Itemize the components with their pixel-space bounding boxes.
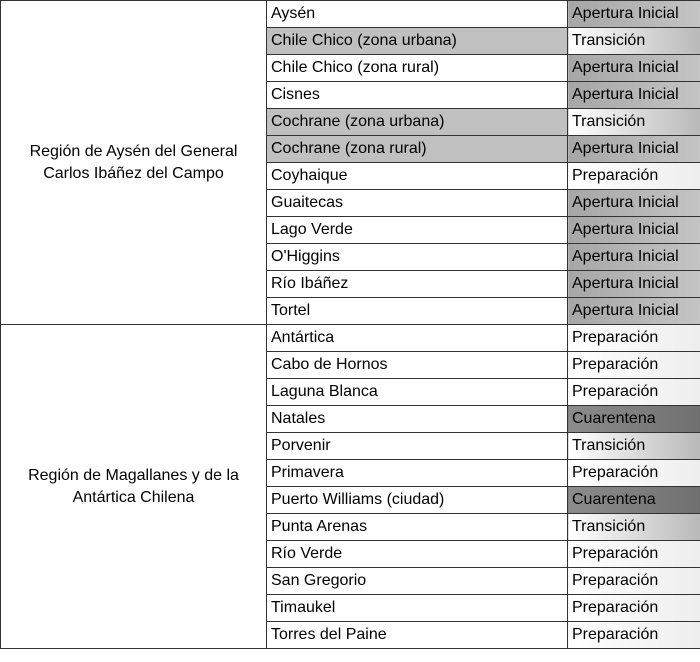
commune-cell: Punta Arenas [267,514,568,541]
phase-cell: Preparación [568,622,700,649]
phase-cell: Preparación [568,595,700,622]
commune-cell: Río Verde [267,541,568,568]
commune-cell: Cochrane (zona rural) [267,136,568,163]
commune-cell: Tortel [267,298,568,325]
phase-cell: Preparación [568,568,700,595]
region-name-cell: Región de Magallanes y de la Antártica Chilena [1,325,267,649]
phase-cell: Apertura Inicial [568,1,700,28]
commune-cell: Torres del Paine [267,622,568,649]
commune-cell: Natales [267,406,568,433]
commune-cell: Puerto Williams (ciudad) [267,487,568,514]
commune-cell: Aysén [267,1,568,28]
phase-cell: Transición [568,514,700,541]
phase-cell: Preparación [568,325,700,352]
phase-cell: Transición [568,109,700,136]
phase-cell: Preparación [568,541,700,568]
commune-cell: Guaitecas [267,190,568,217]
commune-cell: Porvenir [267,433,568,460]
table-row [1,1,700,28]
commune-cell: Cochrane (zona urbana) [267,109,568,136]
commune-cell: Río Ibáñez [267,271,568,298]
commune-cell: Chile Chico (zona urbana) [267,28,568,55]
region-name-cell: Región de Aysén del General Carlos Ibáñez del Campo [1,1,267,325]
phase-cell: Transición [568,28,700,55]
phase-cell: Cuarentena [568,406,700,433]
commune-cell: Timaukel [267,595,568,622]
phase-cell: Apertura Inicial [568,244,700,271]
phase-cell: Preparación [568,352,700,379]
commune-cell: Primavera [267,460,568,487]
commune-cell: Laguna Blanca [267,379,568,406]
phase-cell: Transición [568,433,700,460]
phase-cell: Apertura Inicial [568,271,700,298]
commune-cell: O'Higgins [267,244,568,271]
commune-cell: Cabo de Hornos [267,352,568,379]
phase-cell: Apertura Inicial [568,136,700,163]
phase-cell: Preparación [568,163,700,190]
phase-cell: Preparación [568,460,700,487]
phase-cell: Apertura Inicial [568,298,700,325]
phase-cell: Apertura Inicial [568,82,700,109]
commune-cell: Cisnes [267,82,568,109]
phase-cell: Apertura Inicial [568,217,700,244]
phase-cell: Preparación [568,379,700,406]
table-row [1,325,700,352]
commune-cell: Antártica [267,325,568,352]
phase-cell: Apertura Inicial [568,190,700,217]
phase-cell: Apertura Inicial [568,55,700,82]
commune-cell: Chile Chico (zona rural) [267,55,568,82]
phase-cell: Cuarentena [568,487,700,514]
commune-cell: Lago Verde [267,217,568,244]
commune-cell: Coyhaique [267,163,568,190]
phase-table-body [1,1,700,649]
commune-cell: San Gregorio [267,568,568,595]
